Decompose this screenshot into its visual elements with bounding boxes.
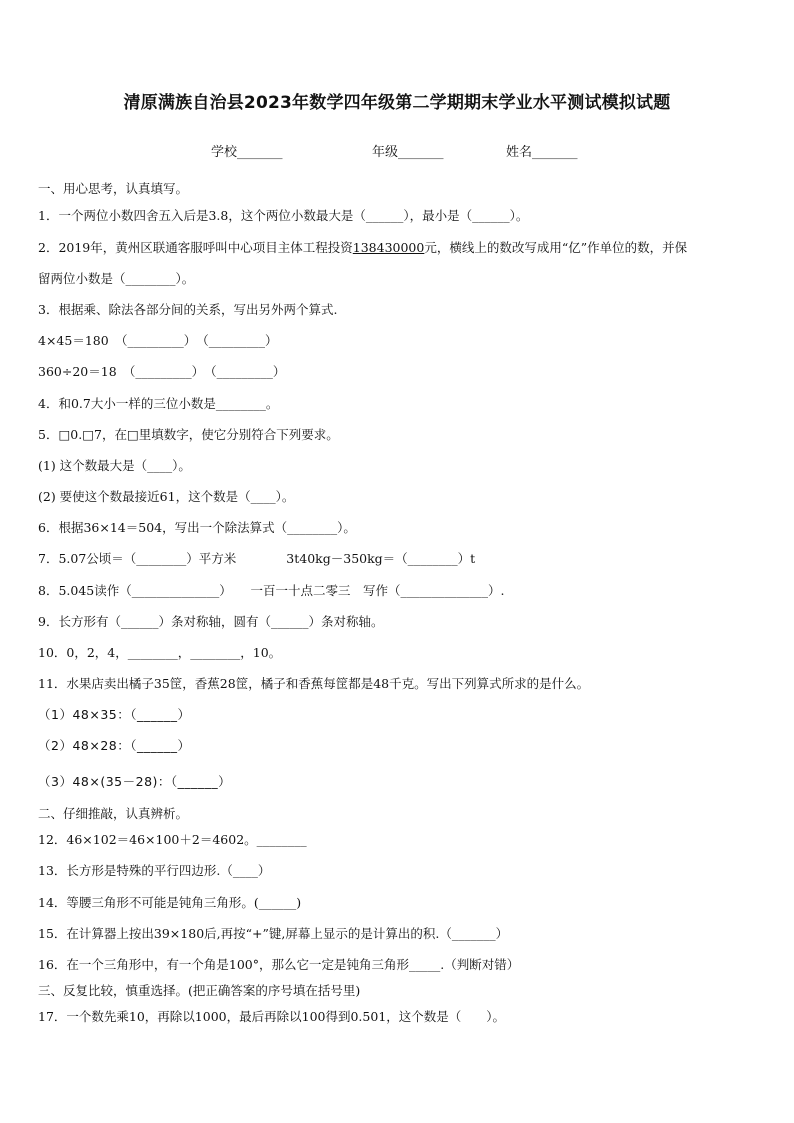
question-17: 17．一个数先乘10，再除以1000，最后再除以100得到0.501，这个数是（ ）。: [38, 1009, 506, 1024]
question-2: [38, 239, 687, 257]
school-field: 学校_______: [211, 145, 283, 160]
question-16: 16．在一个三角形中，有一个角是100°，那么它一定是钝角三角形_____.（判断对错）: [38, 957, 520, 972]
question-2-cont: 留两位小数是（________）。: [38, 271, 195, 286]
question-15: 15．在计算器上按出39×180后,再按“+”键,屏幕上显示的是计算出的积.（_______）: [38, 926, 509, 941]
question-11-2: （2）48×28：（______）: [38, 738, 191, 753]
question-8: 8．5.045读作（______________） 一百一十点二零三 写作（______________）.: [38, 583, 505, 598]
section-3-heading: 三、反复比较，慎重选择。(把正确答案的序号填在括号里): [38, 983, 361, 998]
question-5: 5．□0.□7，在□里填数字，使它分别符合下列要求。: [38, 427, 339, 442]
question-11: 11．水果店卖出橘子35筐，香蕉28筐，橘子和香蕉每筐都是48千克。写出下列算式所求的是什么。: [38, 676, 590, 691]
question-3b: 360÷20＝18 （_________） （_________）: [38, 364, 286, 379]
question-4: 4．和0.7大小一样的三位小数是________。: [38, 396, 279, 411]
question-6: 6．根据36×14＝504，写出一个除法算式（________）。: [38, 520, 356, 535]
question-3: 3．根据乘、除法各部分间的关系，写出另外两个算式.: [38, 302, 338, 317]
question-3a: 4×45＝180 （_________） （_________）: [38, 333, 278, 348]
section-2-heading: 二、仔细推敲，认真辨析。: [38, 806, 189, 821]
name-field: 姓名_______: [506, 145, 578, 160]
question-12: 12．46×102＝46×100＋2＝4602。________: [38, 832, 307, 847]
question-1: 1．一个两位小数四舍五入后是3.8，这个两位小数最大是（______），最小是（______）。: [38, 208, 529, 223]
question-9: 9．长方形有（______）条对称轴，圆有（______）条对称轴。: [38, 614, 384, 629]
question-14: 14．等腰三角形不可能是钝角三角形。(______): [38, 895, 302, 910]
question-2-tail: 元，横线上的数改写成用“亿”作单位的数，并保: [424, 240, 688, 255]
question-10: 10．0，2，4，________，________，10。: [38, 645, 282, 660]
question-13: 13．长方形是特殊的平行四边形.（____）: [38, 863, 271, 878]
exam-title: 清原满族自治县2023年数学四年级第二学期期末学业水平测试模拟试题: [123, 93, 671, 113]
question-7: 7．5.07公顷＝（________）平方米 3t40kg－350kg＝（________）t: [38, 551, 476, 566]
question-5-1: (1) 这个数最大是（____）。: [38, 458, 191, 473]
question-11-1: （1）48×35：（______）: [38, 707, 191, 722]
section-1-heading: 一、用心思考，认真填写。: [38, 181, 189, 196]
grade-field: 年级_______: [372, 145, 444, 160]
question-2-number: 138430000: [352, 240, 425, 255]
question-5-2: (2) 要使这个数最接近61，这个数是（____）。: [38, 489, 295, 504]
question-11-3: （3）48×(35－28)：（______）: [38, 774, 232, 789]
question-2-text: 2．2019年，黄州区联通客服呼叫中心项目主体工程投资: [38, 240, 353, 255]
